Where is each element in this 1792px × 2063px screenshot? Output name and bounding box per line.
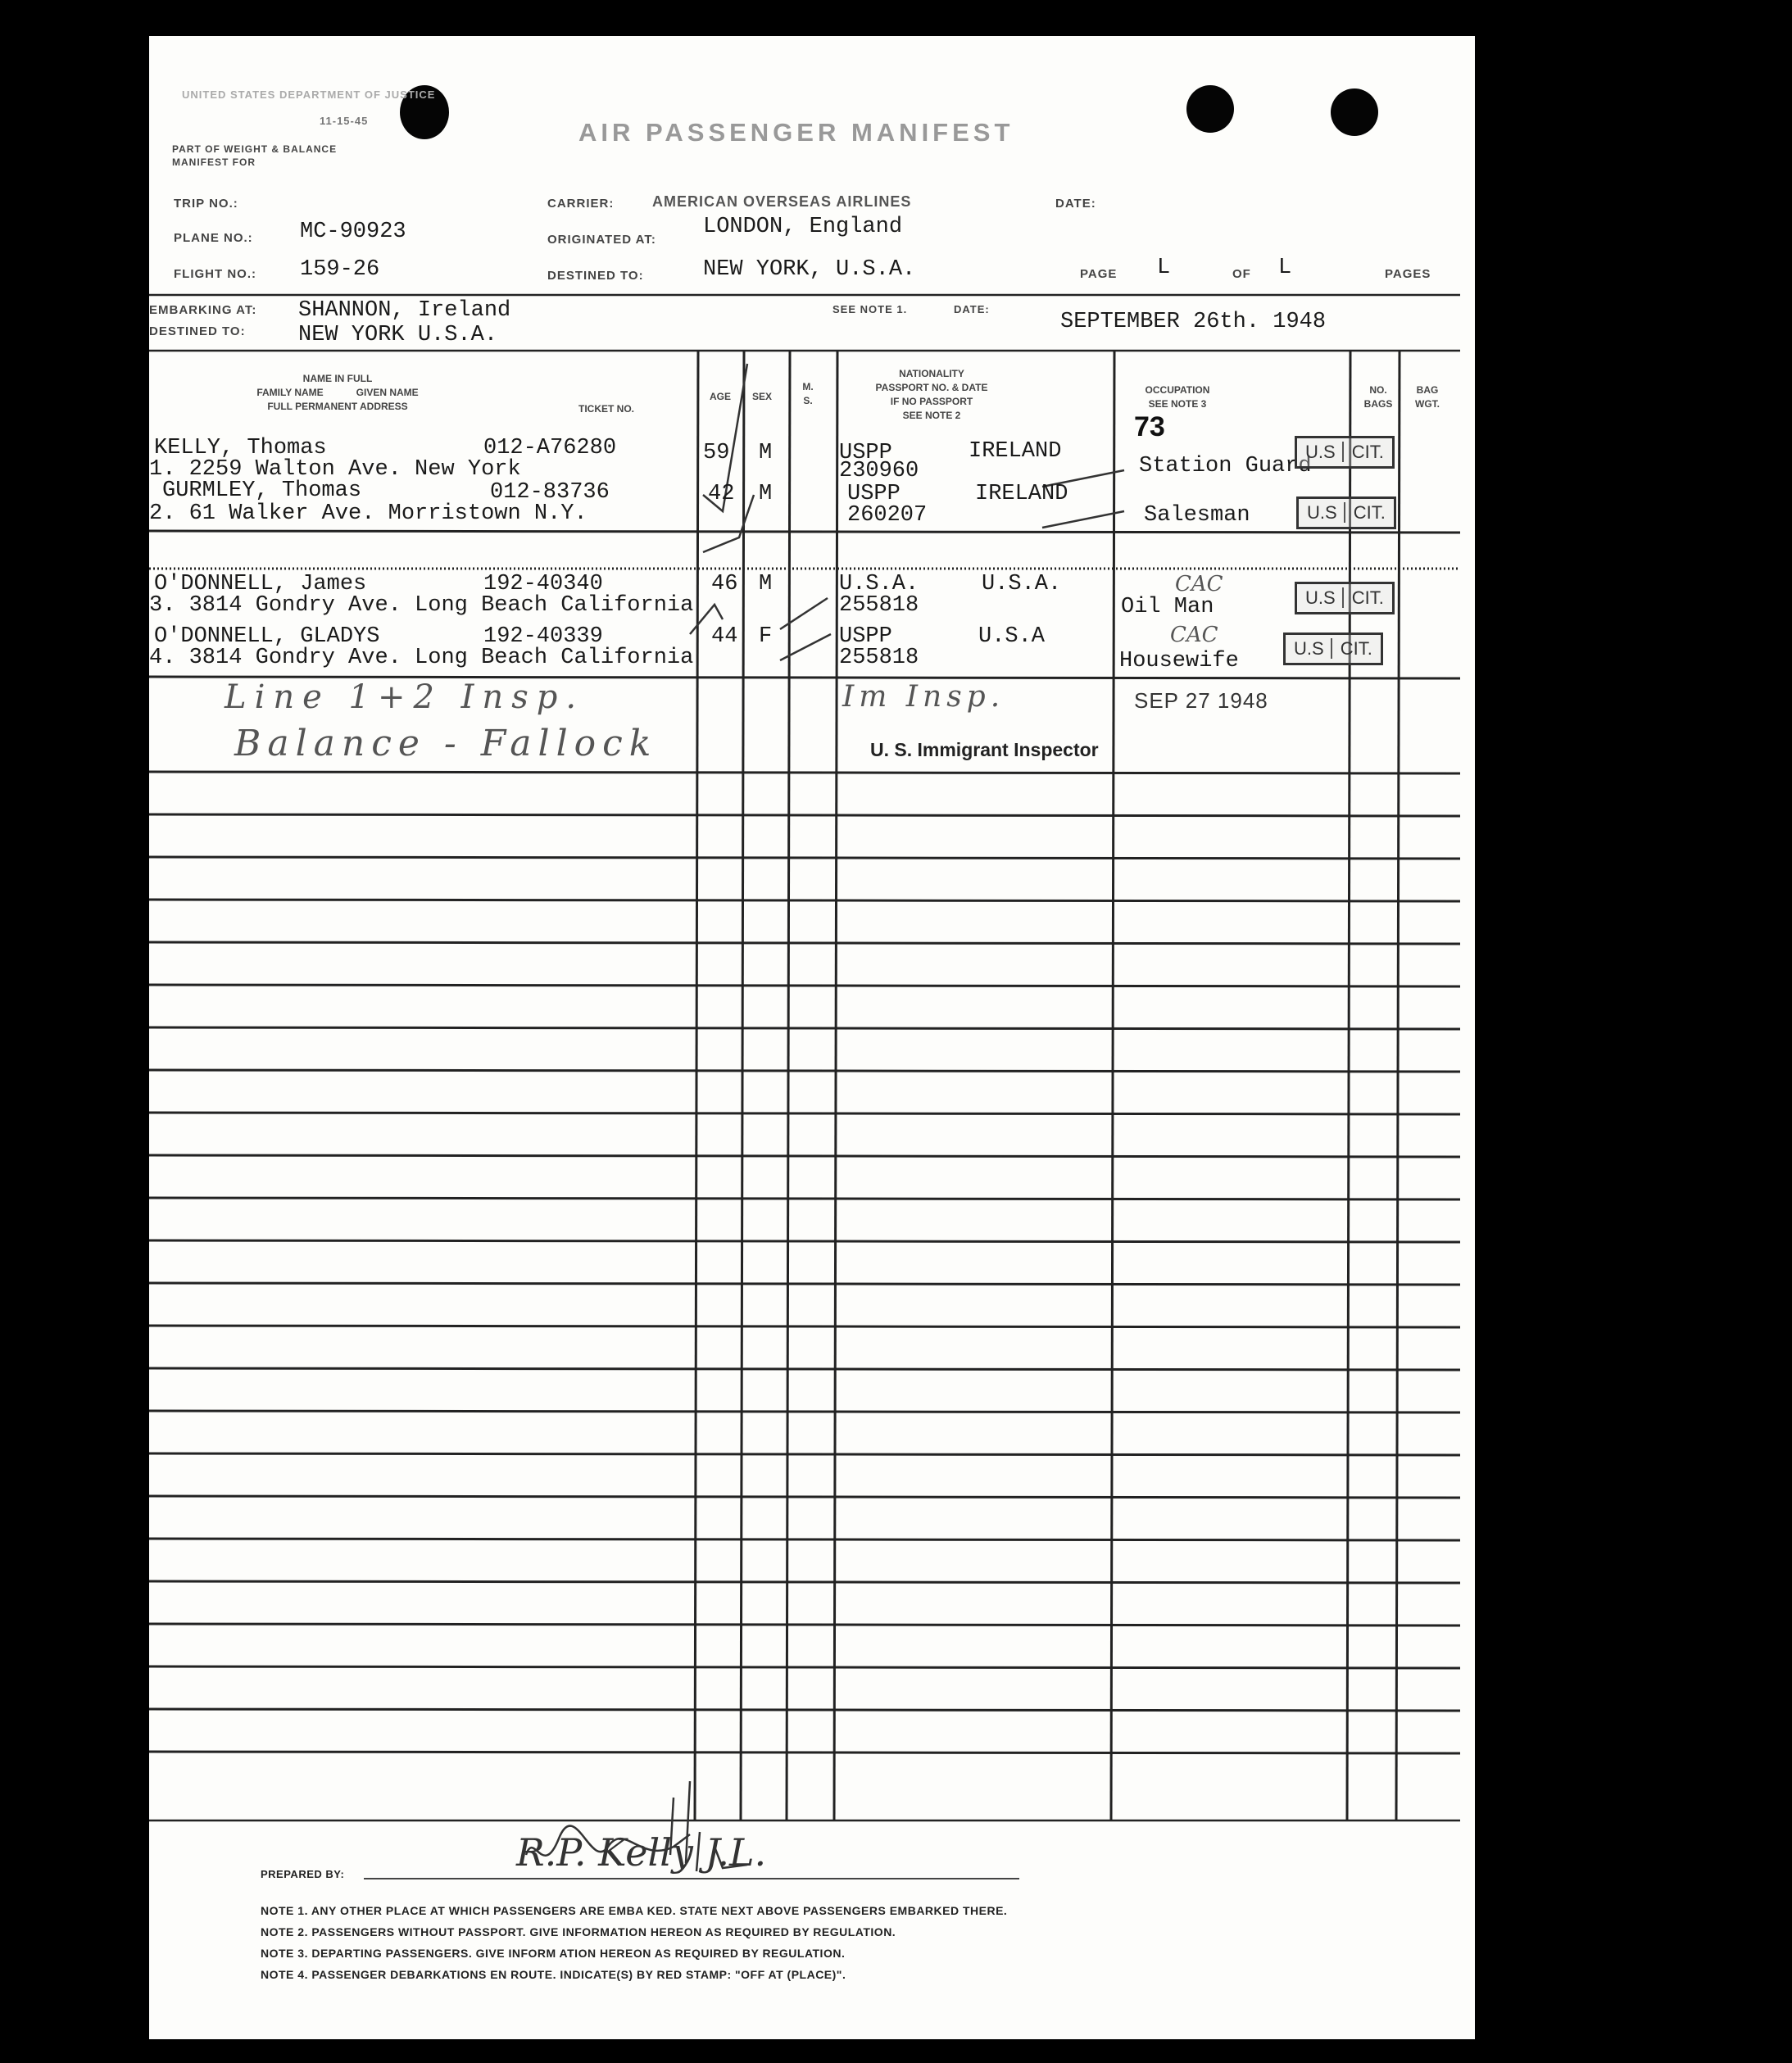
date-label: DATE: bbox=[1055, 197, 1096, 211]
flight-no-label: FLIGHT NO.: bbox=[174, 267, 256, 281]
table-rule bbox=[149, 1709, 1460, 1711]
table-rule bbox=[149, 1155, 1460, 1157]
carrier-value: AMERICAN OVERSEAS AIRLINES bbox=[652, 193, 912, 210]
inspection-date-stamp: SEP 27 1948 bbox=[1134, 688, 1268, 713]
carrier-label: CARRIER: bbox=[547, 197, 615, 211]
citizen-stamp: U.S CIT. bbox=[1295, 582, 1395, 614]
prepared-by-line bbox=[364, 1878, 1019, 1879]
embark-date-label: DATE: bbox=[954, 303, 990, 315]
col-occupation-header: OCCUPATION SEE NOTE 3 bbox=[1145, 384, 1210, 410]
col-age-header: AGE bbox=[710, 391, 732, 402]
table-rule bbox=[149, 1283, 1460, 1285]
flight-no: 159-26 bbox=[300, 257, 380, 282]
inspector-stamp: U. S. Immigrant Inspector bbox=[870, 739, 1099, 760]
handwritten-note-line1b: Im Insp. bbox=[842, 680, 1005, 714]
manifest-grid bbox=[149, 36, 1475, 2039]
handwritten-initials: CAC bbox=[1170, 623, 1218, 647]
note-4: NOTE 4. PASSENGER DEBARKATIONS EN ROUTE. INDICATE(S) BY RED STAMP: "OFF AT (PLACE)". bbox=[261, 1968, 846, 1981]
prepared-by-label: PREPARED BY: bbox=[261, 1868, 345, 1880]
passenger-passport-no: 255818 bbox=[839, 646, 919, 670]
form-date: 11-15-45 bbox=[320, 115, 369, 127]
table-rule bbox=[149, 1539, 1460, 1540]
plane-no-label: PLANE NO.: bbox=[174, 231, 253, 245]
table-rule bbox=[149, 1198, 1460, 1199]
passenger-occupation: Housewife bbox=[1119, 649, 1239, 673]
of-label: OF bbox=[1232, 267, 1251, 281]
passenger-ticket: 192-40339 bbox=[483, 624, 603, 649]
table-rule bbox=[149, 1581, 1460, 1583]
table-rule bbox=[149, 1411, 1460, 1412]
plane-no: MC-90923 bbox=[300, 220, 406, 244]
passenger-age: 44 bbox=[711, 624, 738, 649]
passenger-passport: U.S.A. bbox=[839, 572, 919, 596]
destined-value: NEW YORK, U.S.A. bbox=[703, 257, 916, 282]
passenger-passport-no: 260207 bbox=[847, 503, 928, 528]
passenger-ticket: 012-83736 bbox=[490, 480, 610, 505]
table-rule bbox=[149, 531, 1460, 533]
passenger-name: O'DONNELL, James bbox=[154, 572, 367, 596]
passenger-address: 2. 61 Walker Ave. Morristown N.Y. bbox=[149, 501, 588, 526]
table-rule bbox=[149, 900, 1460, 901]
table-rule bbox=[149, 1453, 1460, 1455]
table-rule bbox=[149, 1326, 1460, 1327]
note-2: NOTE 2. PASSENGERS WITHOUT PASSPORT. GIVE INFORMATION HEREON AS REQUIRED BY REGULATION. bbox=[261, 1925, 896, 1938]
citizen-stamp: U.S CIT. bbox=[1283, 633, 1383, 665]
agency-line: UNITED STATES DEPARTMENT OF JUSTICE bbox=[182, 88, 436, 101]
table-rule bbox=[149, 942, 1460, 944]
col-ms-header: M. S. bbox=[802, 381, 814, 406]
trip-no-label: TRIP NO.: bbox=[174, 197, 238, 211]
citizen-stamp: U.S CIT. bbox=[1296, 496, 1396, 529]
passenger-sex: F bbox=[759, 624, 773, 649]
table-rule bbox=[149, 1070, 1460, 1072]
passenger-sex: M bbox=[759, 572, 773, 596]
note-3: NOTE 3. DEPARTING PASSENGERS. GIVE INFORM ATION HEREON AS REQUIRED BY REGULATION. bbox=[261, 1947, 846, 1960]
passenger-occupation: Oil Man bbox=[1121, 595, 1214, 619]
note-ref: SEE NOTE 1. bbox=[832, 303, 908, 315]
col-bags-header: NO. BAGS bbox=[1363, 384, 1393, 410]
originated-label: ORIGINATED AT: bbox=[547, 233, 656, 247]
table-rule bbox=[149, 1624, 1460, 1625]
passenger-nationality: IRELAND bbox=[969, 439, 1062, 464]
passenger-age: 42 bbox=[708, 482, 735, 506]
pages-label: PAGES bbox=[1385, 267, 1431, 281]
col-ticket-header: TICKET NO. bbox=[578, 403, 634, 415]
passenger-occupation: Salesman bbox=[1144, 503, 1250, 528]
table-rule bbox=[149, 1496, 1460, 1498]
document-title: AIR PASSENGER MANIFEST bbox=[578, 118, 1014, 147]
passenger-nationality: IRELAND bbox=[975, 482, 1068, 506]
passenger-address: 1. 2259 Walton Ave. New York bbox=[149, 457, 521, 482]
passenger-ticket: 192-40340 bbox=[483, 572, 603, 596]
table-rule bbox=[149, 857, 1460, 859]
manifest-page bbox=[149, 36, 1475, 2039]
embarking-label: EMBARKING AT: bbox=[149, 303, 257, 317]
note-1: NOTE 1. ANY OTHER PLACE AT WHICH PASSENGERS ARE EMBA KED. STATE NEXT ABOVE PASSENGERS EMBARKED THERE. bbox=[261, 1904, 1008, 1917]
table-rule bbox=[149, 1027, 1460, 1029]
passenger-name: KELLY, Thomas bbox=[154, 436, 327, 460]
passenger-age: 59 bbox=[703, 441, 730, 465]
col-nationality-header: NATIONALITY PASSPORT NO. & DATE IF NO PASSPORT SEE NOTE 2 bbox=[875, 368, 988, 421]
table-rule bbox=[149, 985, 1460, 986]
passenger-nationality: U.S.A bbox=[978, 624, 1046, 649]
passenger-nationality: U.S.A. bbox=[982, 572, 1062, 596]
passenger-address: 3. 3814 Gondry Ave. Long Beach California bbox=[149, 593, 694, 618]
table-rule bbox=[149, 772, 1460, 773]
originated-value: LONDON, England bbox=[703, 215, 903, 239]
handwritten-note-line2: Balance - Fallock bbox=[234, 723, 658, 764]
passenger-address: 4. 3814 Gondry Ave. Long Beach California bbox=[149, 646, 694, 670]
handwritten-note-line1: Line 1+2 Insp. bbox=[225, 678, 585, 716]
page-value: L bbox=[1157, 256, 1171, 280]
passenger-occupation: Station Guard bbox=[1139, 454, 1312, 478]
passenger-passport-no: 255818 bbox=[839, 593, 919, 618]
passenger-age: 46 bbox=[711, 572, 738, 596]
table-rule bbox=[149, 1752, 1460, 1753]
embark-destined-label: DESTINED TO: bbox=[149, 324, 246, 338]
part-of-label: PART OF WEIGHT & BALANCE MANIFEST FOR bbox=[172, 143, 338, 168]
col-sex-header: SEX bbox=[752, 391, 773, 402]
citizen-stamp: U.S CIT. bbox=[1295, 436, 1395, 469]
of-value: L bbox=[1278, 256, 1292, 280]
embark-date: SEPTEMBER 26th. 1948 bbox=[1060, 310, 1327, 334]
passenger-passport: USPP bbox=[839, 441, 892, 465]
destined-label: DESTINED TO: bbox=[547, 269, 644, 283]
col-name-header: NAME IN FULL FAMILY NAME GIVEN NAME FULL PERMANENT ADDRESS bbox=[256, 373, 419, 412]
passenger-sex: M bbox=[759, 482, 773, 506]
passenger-passport-no: 230960 bbox=[839, 459, 919, 483]
passenger-passport: USPP bbox=[839, 624, 892, 649]
col-bagwt-header: BAG WGT. bbox=[1415, 384, 1440, 410]
table-rule bbox=[149, 814, 1460, 816]
passenger-sex: M bbox=[759, 441, 773, 465]
passenger-name: O'DONNELL, GLADYS bbox=[154, 624, 380, 649]
passenger-name: GURMLEY, Thomas bbox=[162, 478, 362, 503]
embarking-value: SHANNON, Ireland bbox=[298, 298, 511, 323]
table-rule bbox=[149, 1113, 1460, 1114]
table-rule bbox=[149, 1240, 1460, 1242]
embark-destined-value: NEW YORK U.S.A. bbox=[298, 323, 498, 347]
kelly-mark: 73 bbox=[1134, 411, 1165, 442]
page-label: PAGE bbox=[1080, 267, 1118, 281]
handwritten-initials: CAC bbox=[1175, 572, 1223, 596]
passenger-passport: USPP bbox=[847, 482, 901, 506]
passenger-ticket: 012-A76280 bbox=[483, 436, 617, 460]
table-rule bbox=[149, 1368, 1460, 1370]
preparer-signature: R.P. Kelly J.L. bbox=[516, 1830, 767, 1875]
table-rule bbox=[149, 1666, 1460, 1668]
